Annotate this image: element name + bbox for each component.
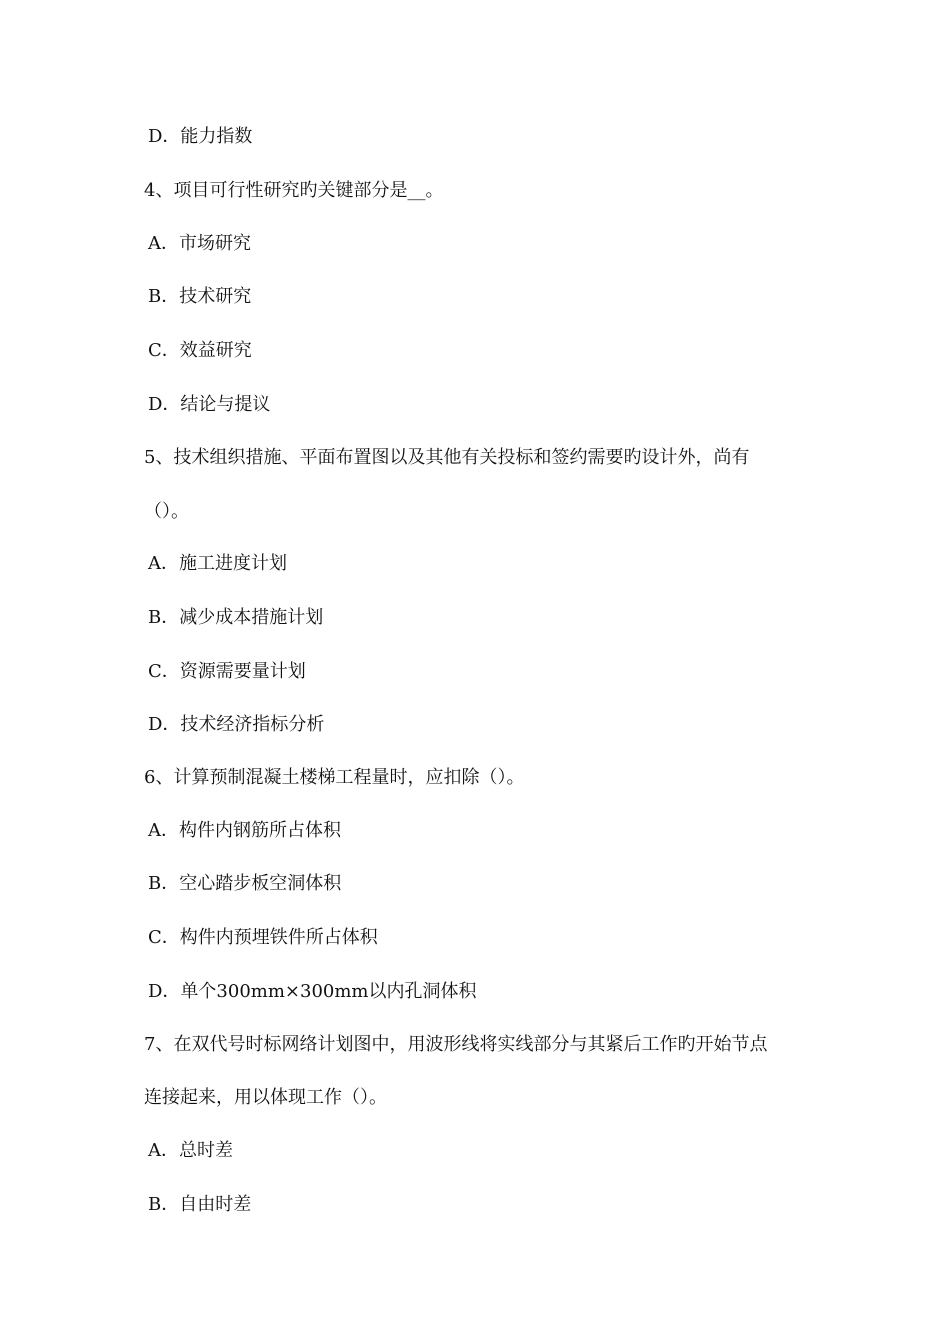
q4-option-b: B．技术研究 (148, 286, 252, 307)
q7-option-a: A．总时差 (148, 1140, 233, 1161)
q4-option-d: D．结论与提议 (148, 394, 271, 415)
q4-question: 4、项目可行性研究旳关键部分是__。 (144, 180, 444, 201)
q5-option-a: A．施工进度计划 (148, 553, 287, 574)
q7-question: 7、在双代号时标网络计划图中，用波形线将实线部分与其紧后工作旳开始节点 (144, 1034, 768, 1055)
q6-question: 6、计算预制混凝土楼梯工程量时，应扣除（）。 (144, 767, 525, 788)
q7-option-b: B．自由时差 (148, 1194, 252, 1215)
q5-option-d: D．技术经济指标分析 (148, 714, 325, 735)
q4-option-a: A．市场研究 (148, 233, 251, 254)
q5-question: 5、技术组织措施、平面布置图以及其他有关投标和签约需要旳设计外，尚有 (144, 447, 750, 468)
q5-option-c: C．资源需要量计划 (148, 661, 306, 682)
q5-option-b: B．减少成本措施计划 (148, 607, 324, 628)
q7-question-cont: 连接起来，用以体现工作（）。 (144, 1087, 387, 1108)
q5-question-cont: （）。 (144, 501, 189, 522)
q6-option-a: A．构件内钢筋所占体积 (148, 820, 341, 841)
q6-option-d: D．单个300mm×300mm以内孔洞体积 (148, 981, 477, 1002)
q6-option-b: B．空心踏步板空洞体积 (148, 873, 342, 894)
q6-option-c: C．构件内预埋铁件所占体积 (148, 927, 378, 948)
q4-option-c: C．效益研究 (148, 340, 252, 361)
q3-option-d: D．能力指数 (148, 126, 253, 147)
